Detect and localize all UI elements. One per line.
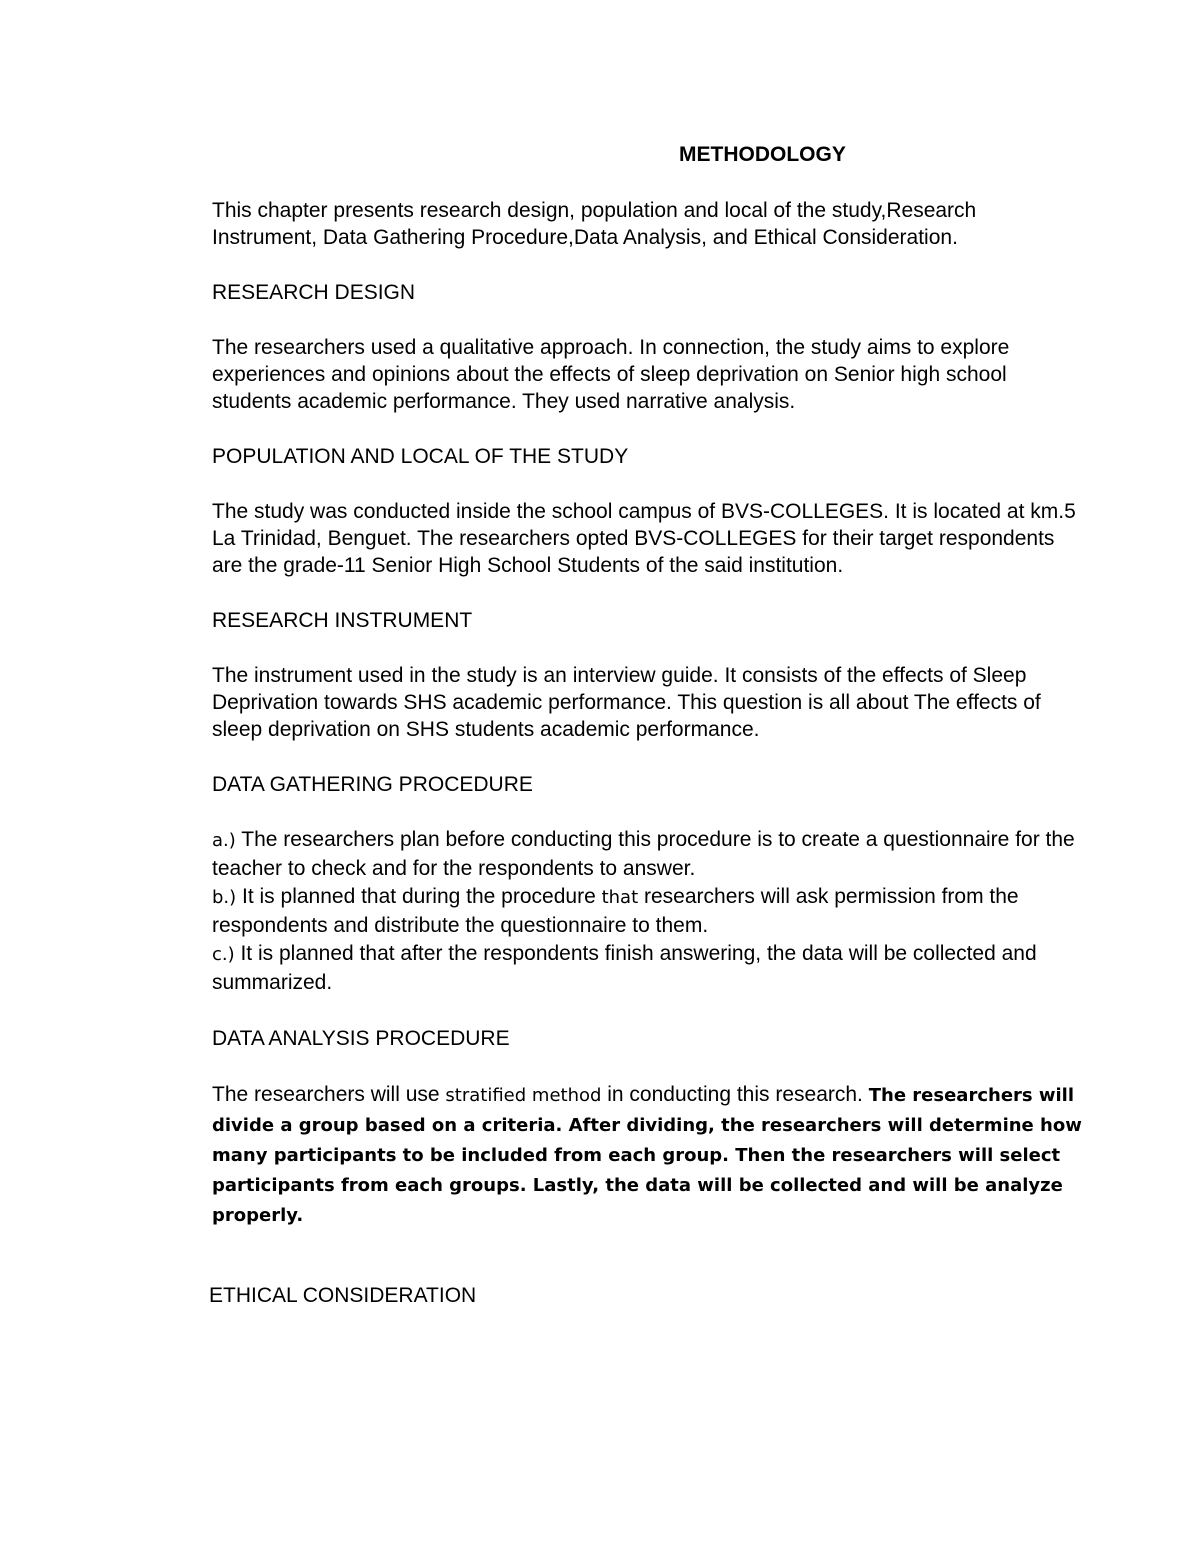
step-item-c [212,940,1082,997]
data-analysis-method: stratified method [445,1085,602,1106]
step-text-b-pre: It is planned that during the procedure [236,885,602,908]
population-paragraph: The study was conducted inside the school campus of BVS-COLLEGES. It is located at km.5 La Trinidad, Benguet. The researchers opted BVS-COLLEGES for their target respondents are the grade-11 Senior High School Students of the said institution. [212,500,1076,577]
section-heading-research-instrument: RESEARCH INSTRUMENT [212,609,473,632]
step-text-c: It is planned that after the respondents finish answering, the data will be collected and summarized. [212,942,1037,994]
section-heading-data-gathering: DATA GATHERING PROCEDURE [212,773,533,796]
research-instrument-paragraph: The instrument used in the study is an interview guide. It consists of the effects of Sleep Deprivation towards SHS academic performance. This question is all about The effects of sleep deprivation on SHS students academic performance. [212,664,1041,741]
step-text-b-post: researchers will ask permission from the respondents and distribute the questionnaire to them. [212,885,1019,937]
step-marker-a: a.) [212,830,236,851]
data-analysis-bold-text: The researchers will divide a group based on a criteria. After dividing, the researchers will determine how many participants to be included from each group. Then the researchers will select participants from each groups. Lastly, the data will be collected and will be analyze properly. [212,1085,1082,1226]
section-heading-population: POPULATION AND LOCAL OF THE STUDY [212,445,629,468]
section-heading-data-analysis: DATA ANALYSIS PROCEDURE [212,1027,510,1050]
section-heading-research-design: RESEARCH DESIGN [212,281,416,304]
step-item-a [212,826,1082,883]
section-heading-ethical: ETHICAL CONSIDERATION [209,1284,477,1307]
intro-paragraph: This chapter presents research design, population and local of the study,Research Instrument, Data Gathering Procedure,Data Analysis, and Ethical Consideration. [212,199,977,249]
data-analysis-text-pre: The researchers will use [212,1083,446,1106]
step-text-a: The researchers plan before conducting this procedure is to create a questionnaire for the teacher to check and for the respondents to answer. [212,828,1075,880]
document-title: METHODOLOGY [679,143,846,166]
step-item-b [212,883,1082,940]
data-analysis-paragraph [212,1080,1082,1230]
data-gathering-steps [212,826,1082,997]
research-design-paragraph: The researchers used a qualitative approach. In connection, the study aims to explore experiences and opinions about the effects of sleep deprivation on Senior high school students academic performance. They used narrative analysis. [212,336,1010,413]
document-body [209,141,1082,1337]
step-marker-c: c.) [212,944,235,965]
step-text-b-mid: that [601,887,639,908]
data-analysis-text-mid: in conducting this research. [601,1083,869,1106]
step-marker-b: b.) [212,887,237,908]
